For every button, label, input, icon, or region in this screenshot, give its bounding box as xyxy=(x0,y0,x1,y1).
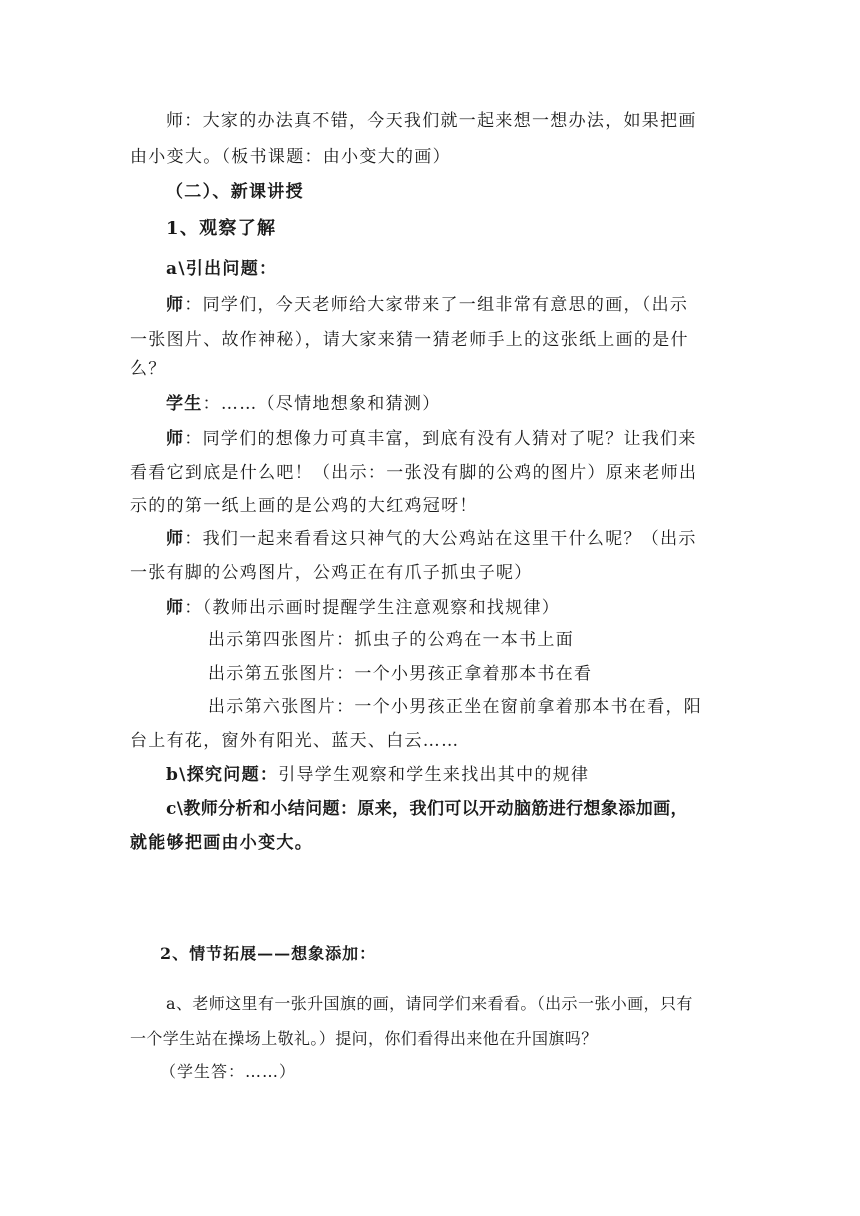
paragraph-line: 就能够把画由小变大。 xyxy=(130,833,313,853)
item-label: b\探究问题： xyxy=(166,765,279,785)
paragraph-line: a、老师这里有一张升国旗的画，请同学们来看看。（出示一张小画，只有 xyxy=(166,994,693,1013)
paragraph-line: 师：大家的办法真不错，今天我们就一起来想一想办法，如果把画 xyxy=(166,111,697,131)
paragraph-line: 一张图片、故作神秘），请大家来猜一猜老师手上的这张纸上画的是什 xyxy=(130,330,689,350)
speaker-label: 学生 xyxy=(166,394,203,414)
paragraph-line: 出示第六张图片：一个小男孩正坐在窗前拿着那本书在看，阳 xyxy=(208,697,703,717)
subsection-heading: 1、观察了解 xyxy=(166,218,277,239)
paragraph-line: （学生答：……） xyxy=(160,1062,297,1081)
paragraph-text: ：……（尽情地想象和猜测） xyxy=(202,394,441,414)
paragraph-line: 示的的第一纸上画的是公鸡的大红鸡冠呀！ xyxy=(130,496,478,516)
speaker-label: 师 xyxy=(166,598,185,618)
paragraph-line: 一个学生站在操场上敬礼。）提问，你们看得出来他在升国旗吗？ xyxy=(130,1029,598,1048)
paragraph-line: 出示第四张图片：抓虫子的公鸡在一本书上面 xyxy=(208,630,574,650)
paragraph-text: 引导学生观察和学生来找出其中的规律 xyxy=(278,765,590,785)
speaker-label: 师 xyxy=(166,295,185,315)
paragraph-line xyxy=(166,293,766,317)
paragraph-line xyxy=(166,763,766,787)
paragraph-line xyxy=(166,427,766,451)
paragraph-line xyxy=(166,392,766,416)
section-heading: （二）、新课讲授 xyxy=(166,182,304,202)
paragraph-line: 由小变大。（板书课题：由小变大的画） xyxy=(130,147,451,167)
paragraph-text: ：（教师出示画时提醒学生注意观察和找规律） xyxy=(184,598,561,618)
paragraph-line: c\教师分析和小结问题：原来，我们可以开动脑筋进行想象添加画， xyxy=(166,799,688,819)
speaker-label: 师 xyxy=(166,429,185,449)
paragraph-line: 一张有脚的公鸡图片，公鸡正在有爪子抓虫子呢） xyxy=(130,563,533,583)
item-label: a\引出问题： xyxy=(166,259,278,279)
paragraph-text: ：同学们的想像力可真丰富，到底有没有人猜对了呢？让我们来 xyxy=(184,429,697,449)
paragraph-text: ：同学们，今天老师给大家带来了一组非常有意思的画，（出示 xyxy=(184,295,689,315)
paragraph-line xyxy=(166,596,766,620)
paragraph-text: ：我们一起来看看这只神气的大公鸡站在这里干什么呢？（出示 xyxy=(184,529,697,549)
paragraph-line xyxy=(166,527,766,551)
paragraph-line: 出示第五张图片：一个小男孩正拿着那本书在看 xyxy=(208,664,593,684)
speaker-label: 师 xyxy=(166,529,185,549)
paragraph-line: 么？ xyxy=(130,359,167,379)
paragraph-line: 台上有花，窗外有阳光、蓝天、白云…… xyxy=(130,731,460,751)
subsection-heading: 2、情节拓展——想象添加： xyxy=(160,944,377,963)
paragraph-line: 看看它到底是什么吧！（出示：一张没有脚的公鸡的图片）原来老师出 xyxy=(130,463,698,483)
